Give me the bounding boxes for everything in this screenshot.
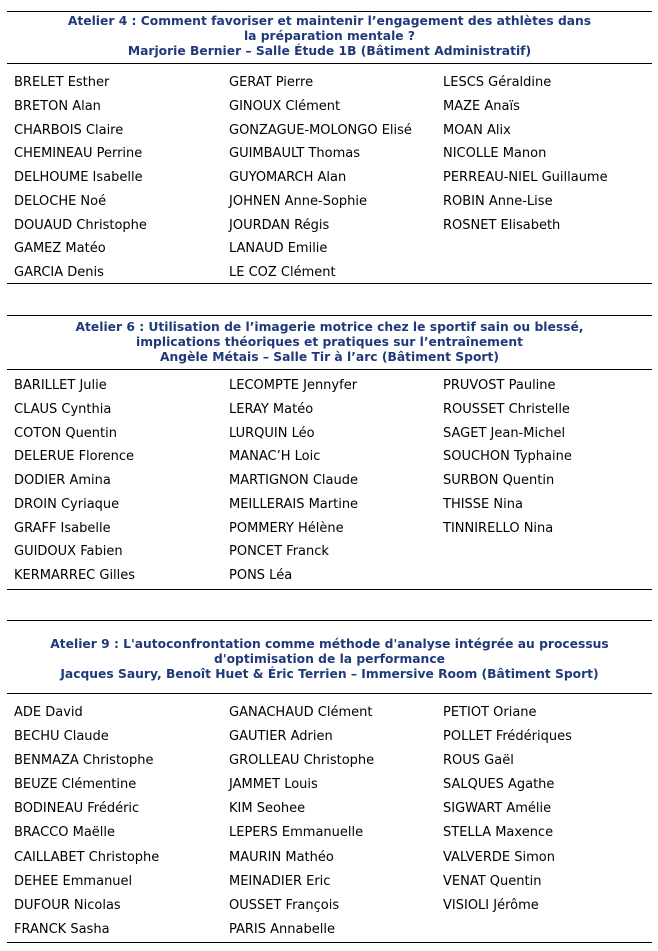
- participant-name: BRETON Alan: [14, 98, 101, 114]
- participant-column: [14, 75, 228, 289]
- participant-name: CLAUS Cynthia: [14, 401, 112, 417]
- participant-name: MEILLERAIS Martine: [229, 496, 359, 512]
- participant-name: MANAC’H Loic: [229, 449, 321, 465]
- participant-name: GINOUX Clément: [229, 98, 341, 114]
- participant-name: FRANCK Sasha: [14, 921, 110, 937]
- participant-name: BRELET Esther: [14, 75, 110, 90]
- participant-name: DROIN Cyriaque: [14, 496, 120, 512]
- participant-name: GUYOMARCH Alan: [229, 170, 347, 185]
- workshop-header: [7, 315, 652, 370]
- participant-name: PETIOT Oriane: [443, 705, 537, 720]
- participant-name: OUSSET François: [229, 897, 340, 913]
- participant-list: [7, 370, 652, 590]
- participant-name: BEUZE Clémentine: [14, 777, 137, 793]
- participant-name: ADE David: [14, 705, 83, 720]
- participant-name: PRUVOST Pauline: [443, 378, 556, 393]
- participant-name: THISSE Nina: [443, 496, 523, 512]
- participant-name: DOUAUD Christophe: [14, 217, 147, 233]
- participant-name: POMMERY Hélène: [229, 520, 344, 536]
- participant-name: ROUSSET Christelle: [443, 401, 570, 417]
- workshop-title-line: Atelier 4 : Comment favoriser et maintenir l’engagement des athlètes dans: [67, 14, 592, 28]
- participant-name: LE COZ Clément: [229, 265, 336, 280]
- participant-name: JOURDAN Régis: [229, 217, 330, 233]
- participant-name: GROLLEAU Christophe: [229, 753, 375, 769]
- participant-column: [14, 378, 228, 592]
- participant-name: POLLET Frédériques: [443, 729, 572, 745]
- participant-name: LANAUD Emilie: [229, 241, 328, 257]
- workshop-title-line: Atelier 6 : Utilisation de l’imagerie motrice chez le sportif sain ou blessé,: [75, 320, 584, 334]
- participant-name: BRACCO Maëlle: [14, 825, 116, 841]
- participant-name: DELERUE Florence: [14, 449, 135, 465]
- participant-name: SIGWART Amélie: [443, 801, 552, 817]
- participant-column: [443, 75, 657, 241]
- participant-name: GAMEZ Matéo: [14, 241, 106, 257]
- participant-name: DODIER Amina: [14, 473, 111, 488]
- workshop-presenter-room: Marjorie Bernier – Salle Étude 1B (Bâtiment Administratif): [127, 44, 532, 58]
- participant-name: GANACHAUD Clément: [229, 705, 373, 720]
- participant-name: MAURIN Mathéo: [229, 849, 334, 865]
- participant-name: ROUS Gaël: [443, 753, 514, 769]
- workshop-title-line: la préparation mentale ?: [243, 29, 416, 43]
- participant-name: GARCIA Denis: [14, 265, 104, 280]
- participant-name: MARTIGNON Claude: [229, 473, 359, 488]
- workshop-presenter-room: Angèle Métais – Salle Tir à l’arc (Bâtiment Sport): [160, 350, 499, 364]
- participant-name: SURBON Quentin: [443, 473, 555, 488]
- participant-name: DUFOUR Nicolas: [14, 897, 121, 913]
- participant-name: LERAY Matéo: [229, 401, 314, 417]
- workshop-title-line: d'optimisation de la performance: [214, 652, 445, 666]
- participant-name: GAUTIER Adrien: [229, 729, 333, 745]
- participant-list: [7, 64, 652, 284]
- participant-name: DEHEE Emmanuel: [14, 873, 133, 889]
- workshop-section-atelier-4: [7, 11, 652, 284]
- workshop-presenter-room: Jacques Saury, Benoît Huet & Éric Terrien – Immersive Room (Bâtiment Sport): [60, 667, 599, 681]
- participant-name: SAGET Jean-Michel: [443, 425, 566, 441]
- participant-name: ROSNET Elisabeth: [443, 217, 561, 233]
- participant-column: [14, 705, 228, 946]
- participant-column: [229, 705, 443, 946]
- participant-column: [443, 705, 657, 922]
- participant-column: [443, 378, 657, 544]
- participant-name: LESCS Géraldine: [443, 75, 552, 90]
- participant-name: COTON Quentin: [14, 425, 117, 441]
- participant-name: PERREAU-NIEL Guillaume: [443, 170, 608, 185]
- participant-name: ROBIN Anne-Lise: [443, 193, 553, 209]
- participant-name: CAILLABET Christophe: [14, 849, 160, 865]
- participant-name: VALVERDE Simon: [443, 849, 555, 865]
- participant-name: STELLA Maxence: [443, 825, 554, 841]
- participant-name: VISIOLI Jérôme: [443, 897, 539, 913]
- participant-name: BENMAZA Christophe: [14, 753, 154, 769]
- participant-name: SOUCHON Typhaine: [443, 449, 572, 465]
- participant-name: LEPERS Emmanuelle: [229, 825, 364, 841]
- participant-name: MEINADIER Eric: [229, 873, 331, 889]
- participant-name: BODINEAU Frédéric: [14, 801, 140, 817]
- participant-name: GRAFF Isabelle: [14, 520, 111, 536]
- participant-name: BECHU Claude: [14, 729, 109, 745]
- participant-name: PONCET Franck: [229, 544, 329, 560]
- participant-name: PONS Léa: [229, 568, 293, 583]
- participant-name: GERAT Pierre: [229, 75, 314, 90]
- workshop-header: [7, 11, 652, 64]
- participant-name: BARILLET Julie: [14, 378, 107, 393]
- participant-name: JAMMET Louis: [229, 777, 318, 793]
- participant-name: TINNIRELLO Nina: [443, 520, 554, 536]
- participant-name: GUIDOUX Fabien: [14, 544, 123, 560]
- participant-name: CHEMINEAU Perrine: [14, 146, 143, 162]
- participant-name: SALQUES Agathe: [443, 777, 555, 793]
- participant-column: [229, 378, 443, 592]
- participant-name: DELOCHE Noé: [14, 193, 107, 209]
- participant-name: GUIMBAULT Thomas: [229, 146, 361, 162]
- participant-name: MAZE Anaïs: [443, 98, 520, 114]
- workshop-title-line: implications théoriques et pratiques sur l’entraînement: [136, 335, 523, 349]
- participant-name: MOAN Alix: [443, 122, 511, 138]
- participant-list: [7, 694, 652, 943]
- workshop-header: [7, 620, 652, 694]
- participant-name: JOHNEN Anne-Sophie: [229, 193, 368, 209]
- participant-name: NICOLLE Manon: [443, 146, 547, 162]
- participant-name: VENAT Quentin: [443, 873, 542, 889]
- participant-name: LECOMPTE Jennyfer: [229, 378, 358, 393]
- participant-column: [229, 75, 443, 289]
- participant-name: CHARBOIS Claire: [14, 122, 124, 138]
- workshop-section-atelier-9: [7, 620, 652, 943]
- participant-name: KIM Seohee: [229, 801, 306, 817]
- participant-name: LURQUIN Léo: [229, 425, 315, 441]
- participant-name: DELHOUME Isabelle: [14, 170, 143, 185]
- participant-name: GONZAGUE-MOLONGO Elisé: [229, 122, 412, 138]
- workshop-title-line: Atelier 9 : L'autoconfrontation comme méthode d'analyse intégrée au processus: [50, 637, 609, 651]
- participant-name: KERMARREC Gilles: [14, 568, 136, 583]
- workshop-section-atelier-6: [7, 315, 652, 590]
- participant-name: PARIS Annabelle: [229, 921, 335, 937]
